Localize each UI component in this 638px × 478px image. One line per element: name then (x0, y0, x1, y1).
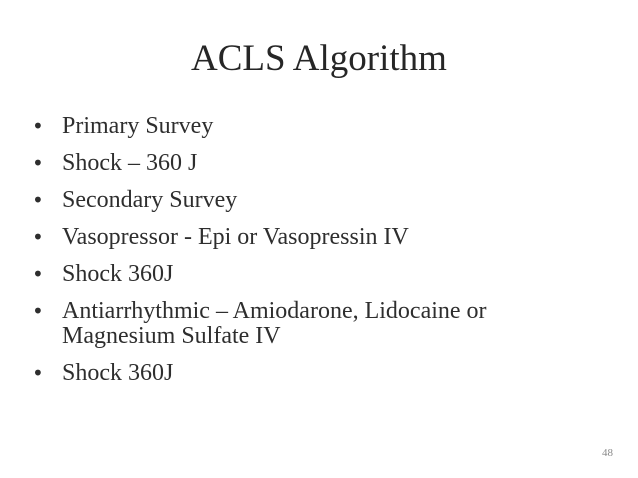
bullet-text: Shock 360J (62, 261, 174, 287)
bullet-item (32, 114, 592, 139)
bullet-item (32, 188, 592, 213)
bullet-item (32, 299, 592, 349)
bullet-item (32, 262, 592, 287)
bullet-item (32, 361, 592, 386)
bullet-text: Vasopressor - Epi or Vasopressin IV (62, 224, 409, 250)
bullet-dot-icon: • (32, 262, 44, 286)
bullet-dot-icon: • (32, 188, 44, 212)
bullet-text: Antiarrhythmic – Amiodarone, Lidocaine or Magnesium Sulfate IV (62, 298, 487, 349)
bullet-dot-icon: • (32, 114, 44, 138)
bullet-text: Shock – 360 J (62, 150, 198, 176)
bullet-item (32, 225, 592, 250)
bullet-text: Primary Survey (62, 113, 214, 139)
bullet-dot-icon: • (32, 225, 44, 249)
bullet-text: Secondary Survey (62, 187, 238, 213)
page-number: 48 (602, 447, 613, 459)
bullet-text: Shock 360J (62, 360, 174, 386)
bullet-dot-icon: • (32, 361, 44, 385)
bullet-dot-icon: • (32, 151, 44, 175)
bullet-dot-icon: • (32, 299, 44, 323)
slide-title: ACLS Algorithm (191, 38, 447, 79)
bullet-item (32, 151, 592, 176)
bullet-list (32, 114, 592, 398)
